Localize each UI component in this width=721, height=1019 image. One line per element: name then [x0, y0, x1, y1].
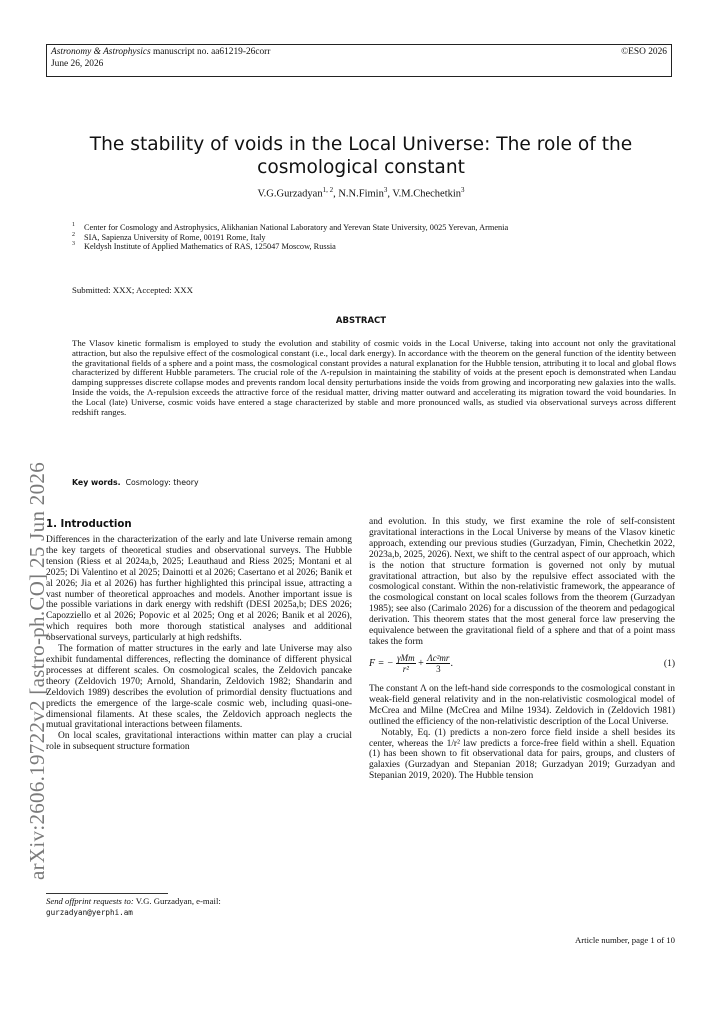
equation-number: (1): [663, 659, 675, 669]
footnote-label: Send offprint requests to:: [46, 896, 134, 906]
fraction-numerator: Λc²mr: [427, 653, 450, 663]
arxiv-stamp: arXiv:2606.19722v2 [astro-ph.CO] 25 Jun 2026: [25, 462, 49, 880]
affiliation-item: [72, 223, 672, 233]
paragraph: The formation of matter structures in the early and late Universe may also exhibit fundamental differences, reflecting the dominance of different physical processes at different scales. On cosmological scales, the Zeldovich pancake theory (Zeldovich 1970; Arnold, Shandarin, Zeldovich 1982; Shandarin and Zeldovich 1989) describes the evolution of primordial density fluctuations and predicts the emergence of the large-scale cosmic web, including quasi-one-dimensional filaments. At these scales, the Zeldovich approach neglects the mutual gravitational interactions between filaments.: [46, 644, 352, 731]
paragraph: and evolution. In this study, we first examine the role of self-consistent gravitational interactions in the Local Universe by means of the Vlasov kinetic approach, extending our previous studies (Gurzadyan, Fimin, Chechetkin 2022, 2023a,b, 2025, 2026). Next, we shift to the central aspect of our approach, which is the notion that structure formation is governed not only by mutual gravitational attraction, but also by the repulsive effect associated with the cosmological constant. Within the non-relativistic framework, the appearance of the cosmological constant on local scales follows from the theorem (Gurzadyan 1985); see also (Carimalo 2026) for a discussion of the theorem and pedagogical derivation. This theorem states that the most general force law preserving the equivalence between the gravitational field of a sphere and that of a point mass takes the form: [369, 517, 675, 647]
right-column-continued: [369, 684, 675, 782]
paragraph: Differences in the characterization of the early and late Universe remain among the key targets of theoretical studies and observational surveys. The Hubble tension (Riess et al 2024a,b, 2025; Leauthaud and Riess 2025; Montani et al 2025; Di Valentino et al 2025; Dainotti et al 2026; Casertano et al 2026; Banik et al 2026; Jia et al 2026) has further highlighted this principal issue, attracting a vast number of theoretical approaches and models. Another important issue is the possible variations in dark energy with redshift (DESI 2025a,b; DES 2026; Capozziello et al 2026; Popovic et al 2025; Ong et al 2026; Banik et al 2026), which requires both more thorough statistical analyses and additional observational surveys, particularly at high redshifts.: [46, 535, 352, 644]
affiliation-text: Center for Cosmology and Astrophysics, Alikhanian National Laboratory and Yerevan State University, 0025 Yerevan, Armenia: [84, 223, 509, 232]
journal-name: Astronomy & Astrophysics: [51, 47, 151, 57]
copyright-notice: ©ESO 2026: [621, 47, 667, 57]
footnote-rule: [46, 893, 168, 894]
equation-1: [369, 653, 675, 677]
affiliation-item: [72, 242, 672, 252]
author-name: V.G.Gurzadyan: [257, 188, 323, 200]
author-list: V.G.Gurzadyan$^{1, 2}$, N.N.Fimin$^3$, V.M.Chechetkin$^3$: [257, 186, 465, 200]
manuscript-info: [51, 47, 270, 70]
manuscript-number: manuscript no. aa61219-26corr: [153, 47, 271, 57]
equation-fraction-1: [396, 653, 416, 674]
paragraph: Notably, Eq. (1) predicts a non-zero force field inside a shell besides its center, whereas the 1/r² law predicts a force-free field within a shell. Equation (1) has been shown to fit observational data for pairs, groups, and clusters of galaxies (Gurzadyan and Stepanian 2018; Gurzadyan 2019; Gurzadyan and Stepanian 2019, 2020). The Hubble tension: [369, 727, 675, 782]
manuscript-date: June 26, 2026: [51, 58, 104, 69]
affiliation-number: 1: [72, 222, 75, 228]
page-footer: Article number, page 1 of 10: [574, 935, 675, 945]
submission-dates: Submitted: XXX; Accepted: XXX: [72, 285, 193, 295]
paragraph: The constant Λ on the left-hand side corresponds to the cosmological constant in weak-field general relativity and in the non-relativistic cosmological model of McCrea and Milne (McCrea and Milne 1934). Zeldovich in (Zeldovich 1981) outlined the efficiency of the non-relativistic description of the Local Universe.: [369, 684, 675, 727]
author-affiliation-ref: 3: [383, 186, 388, 194]
paper-title: [46, 133, 676, 179]
author-name: N.N.Fimin: [338, 188, 384, 200]
fraction-numerator: γMm: [397, 653, 415, 663]
left-column: [46, 535, 352, 753]
affiliation-number: 3: [72, 241, 75, 248]
paragraph: On local scales, gravitational interactions within matter can play a crucial role in subsequent structure formation: [46, 731, 352, 753]
footnote-author: V.G. Gurzadyan, e-mail:: [135, 896, 221, 906]
equation-end: .: [450, 657, 453, 669]
keywords: [72, 478, 199, 487]
keywords-label: Key words.: [72, 478, 121, 487]
affiliations: [72, 223, 672, 252]
section-heading: 1. Introduction: [46, 519, 132, 530]
footnote: [46, 896, 352, 918]
abstract-text: The Vlasov kinetic formalism is employed to study the evolution and stability of cosmic voids in the Local Universe, taking into account not only the gravitational attraction, but also the repulsive effect of the cosmological constant (i.e., local dark energy). In accordance with the theorem on the general function of the identity between the gravitational fields of a sphere and a point mass, the cosmological constant provides a natural explanation for the Hubble tension, attributing it to local and global flows characterized by different Hubble parameters. The crucial role of the Λ-repulsion in maintaining the stability of voids at the present epoch is demonstrated when Landau damping suppresses discrete collapse modes and prevents random local density perturbations inside the voids from growing and incorporating new galaxies into the walls. Inside the voids, the Λ-repulsion exceeds the attractive force of the residual matter, driving matter outward and accelerating its migration toward the void boundaries. In the Local (late) Universe, cosmic voids have entered a stage characterized by stable and more pronounced walls, as studied via observational surveys across different redshift ranges.: [72, 338, 676, 417]
fraction-denominator: r²: [402, 664, 409, 674]
keywords-value: Cosmology: theory: [125, 478, 199, 487]
abstract-heading: ABSTRACT: [335, 316, 387, 326]
affiliation-text: SIA, Sapienza University of Rome, 00191 Rome, Italy: [84, 232, 266, 242]
author-affiliation-ref: 3: [461, 186, 465, 194]
title-line-2: cosmological constant: [257, 157, 465, 178]
footnote-email: gurzadyan@yerphi.am: [46, 908, 133, 917]
equation-plus: +: [418, 657, 424, 669]
affiliation-number: 2: [72, 231, 75, 238]
manuscript-header-box: [46, 44, 672, 77]
author-affiliation-ref: 1, 2: [322, 186, 334, 194]
right-column: [369, 517, 675, 648]
author-name: V.M.Chechetkin: [392, 188, 462, 200]
fraction-denominator: 3: [436, 664, 441, 674]
affiliation-item: [72, 233, 672, 243]
affiliation-text: Keldysh Institute of Applied Mathematics of RAS, 125047 Moscow, Russia: [84, 242, 336, 252]
equation-lhs: F = −: [369, 657, 394, 669]
title-line-1: The stability of voids in the Local Universe: The role of the: [89, 134, 633, 155]
equation-fraction-2: [426, 653, 450, 674]
